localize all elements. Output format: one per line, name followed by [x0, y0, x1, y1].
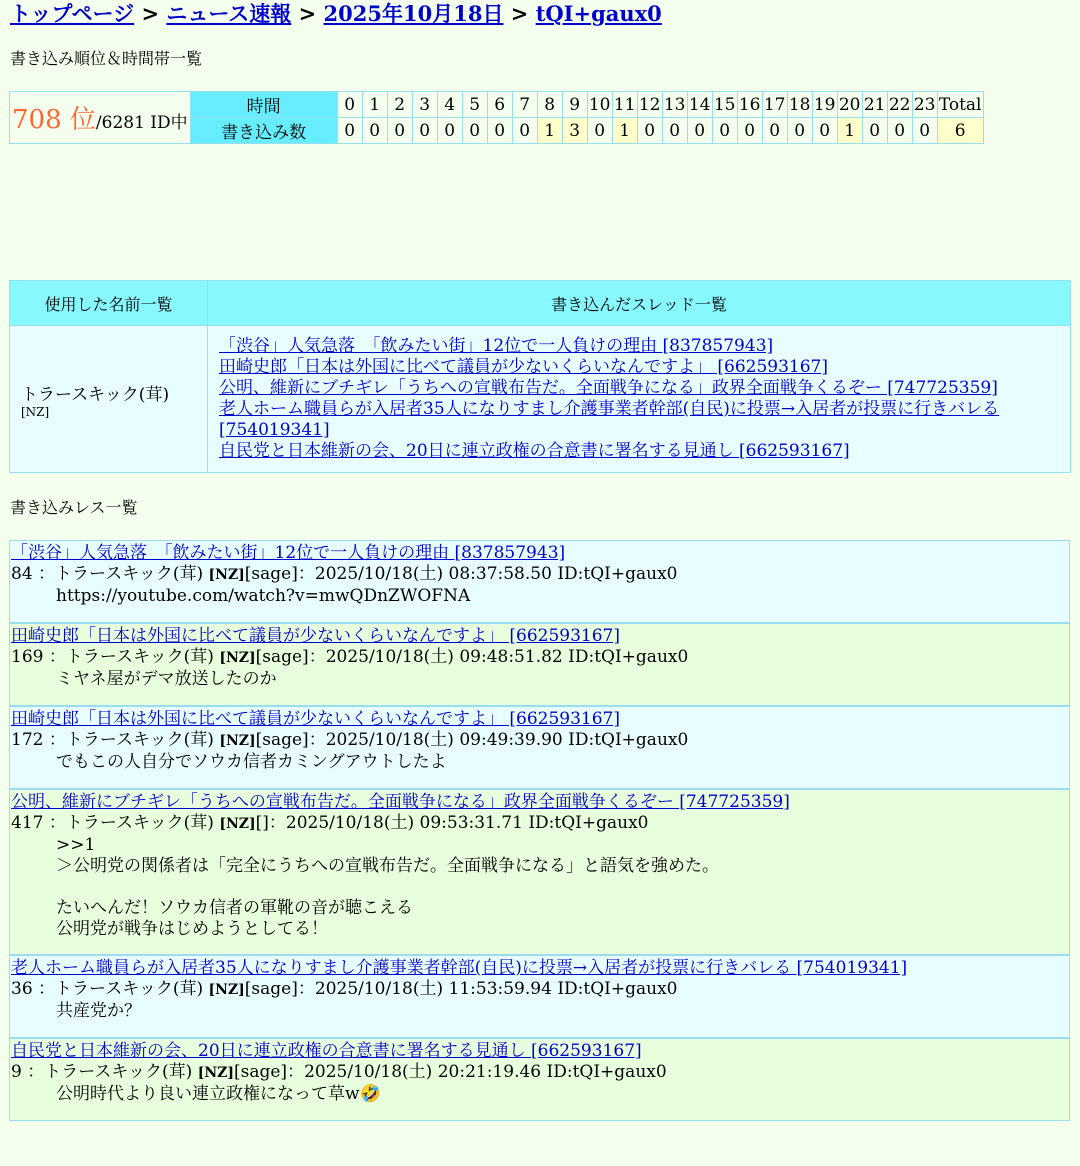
- thread-link[interactable]: 自民党と日本維新の会、20日に連立政権の合意書に署名する見通し [662593167]: [219, 441, 850, 461]
- post-number: 172: [11, 730, 44, 750]
- post-thread-link[interactable]: 「渋谷」人気急落 「飲みたい街」12位で一人負けの理由 [837857943]: [11, 543, 566, 563]
- post-author-tag: [NZ]: [219, 733, 256, 749]
- count-cell: 0: [687, 118, 712, 144]
- breadcrumb-separator: >: [298, 1, 317, 26]
- post-header: 169 ：トラースキック(茸) [NZ][sage]：2025/10/18(土) 09:48:51.82 ID:tQI+gaux0: [11, 647, 689, 667]
- hour-cell: 17: [762, 92, 787, 118]
- thread-list: [208, 326, 1071, 473]
- posts-section-title: 書き込みレス一覧: [10, 498, 138, 517]
- post-header: 36 ：トラースキック(茸) [NZ][sage]：2025/10/18(土) 11:53:59.94 ID:tQI+gaux0: [11, 979, 678, 999]
- thread-link[interactable]: 老人ホーム職員らが入居者35人になりすまし介護事業者幹部(自民)に投票→入居者が投票に行きバレる [754019341]: [219, 399, 1000, 440]
- rank-table: [9, 91, 984, 144]
- post-number: 36: [11, 979, 33, 999]
- breadcrumb-top-link[interactable]: トップページ: [10, 1, 135, 26]
- post-number: 169: [11, 647, 44, 667]
- post-author: トラースキック(茸): [65, 730, 214, 750]
- breadcrumb-separator: >: [141, 1, 160, 26]
- time-label: 時間: [190, 92, 337, 118]
- hour-cell: 9: [562, 92, 587, 118]
- post-body: ミヤネ屋がデマ放送したのか: [56, 669, 277, 689]
- count-cell: 0: [787, 118, 812, 144]
- post-author: トラースキック(茸): [65, 813, 214, 833]
- hour-cell: 22: [887, 92, 912, 118]
- post-item: [9, 706, 1070, 789]
- post-mail: [sage]: [233, 1062, 288, 1082]
- post-body: 共産党か？: [56, 1001, 141, 1021]
- post-item: [9, 540, 1070, 623]
- post-author-tag: [NZ]: [208, 982, 245, 998]
- total-count: 6: [937, 118, 983, 144]
- post-item: [9, 955, 1070, 1038]
- name-cell: [10, 326, 208, 473]
- rank-position: 708 位: [12, 105, 96, 135]
- post-thread-link[interactable]: 田崎史郎「日本は外国に比べて議員が少ないくらいなんですよ」 [662593167]: [11, 709, 621, 729]
- count-cell: 1: [837, 118, 862, 144]
- count-cell: 0: [337, 118, 362, 144]
- breadcrumb-date-link[interactable]: 2025年10月18日: [323, 1, 504, 26]
- count-cell: 0: [712, 118, 737, 144]
- post-thread-link[interactable]: 田崎史郎「日本は外国に比べて議員が少ないくらいなんですよ」 [662593167]: [11, 626, 621, 646]
- post-body: >>1 ＞公明党の関係者は「完全にうちへの宣戦布告だ。全面戦争になる」と語気を強めた。 たいへんだ！ソウカ信者の軍靴の音が聴こえる 公明党が戦争はじめようとしてる！: [56, 835, 719, 939]
- post-mail: [sage]: [244, 564, 298, 584]
- count-cell: 0: [912, 118, 937, 144]
- count-cell: 0: [887, 118, 912, 144]
- post-item: [9, 789, 1070, 955]
- names-threads-table: [9, 280, 1071, 473]
- breadcrumb-board-link[interactable]: ニュース速報: [166, 1, 292, 26]
- rank-section-title: 書き込み順位＆時間帯一覧: [10, 49, 203, 68]
- post-item: [9, 623, 1070, 706]
- breadcrumb-separator: >: [510, 1, 529, 26]
- count-label: 書き込み数: [190, 118, 337, 144]
- post-author: トラースキック(茸): [55, 979, 204, 999]
- hour-cell: 21: [862, 92, 887, 118]
- count-cell: 0: [662, 118, 687, 144]
- hour-cell: 0: [337, 92, 362, 118]
- count-cell: 0: [412, 118, 437, 144]
- count-cell: 0: [862, 118, 887, 144]
- post-body: https://youtube.com/watch?v=mwQDnZWOFNA: [56, 586, 471, 606]
- post-thread-link[interactable]: 公明、維新にブチギレ「うちへの宣戦布告だ。全面戦争になる」政界全面戦争くるぞー [747725359]: [11, 792, 790, 812]
- thread-link[interactable]: 田崎史郎「日本は外国に比べて議員が少ないくらいなんですよ」 [662593167]: [219, 357, 829, 377]
- threads-column-header: 書き込んだスレッド一覧: [208, 281, 1071, 326]
- post-datetime: 2025/10/18(土) 11:53:59.94 ID:tQI+gaux0: [314, 979, 678, 999]
- hour-cell: 23: [912, 92, 937, 118]
- hour-cell: 3: [412, 92, 437, 118]
- post-mail: [sage]: [255, 647, 309, 667]
- post-thread-link[interactable]: 自民党と日本維新の会、20日に連立政権の合意書に署名する見通し [662593167]: [11, 1041, 642, 1061]
- rank-summary: [10, 92, 191, 144]
- count-cell: 0: [387, 118, 412, 144]
- hour-cell: 16: [737, 92, 762, 118]
- count-cell: 0: [462, 118, 487, 144]
- post-author-tag: [NZ]: [208, 567, 245, 583]
- hour-cell: 10: [587, 92, 612, 118]
- hour-cell: 5: [462, 92, 487, 118]
- breadcrumb: [10, 0, 662, 28]
- hour-cell: 18: [787, 92, 812, 118]
- post-header: 417 ：トラースキック(茸) [NZ][]：2025/10/18(土) 09:53:31.71 ID:tQI+gaux0: [11, 813, 649, 833]
- post-header: 9 ：トラースキック(茸) [NZ][sage]：2025/10/18(土) 20:21:19.46 ID:tQI+gaux0: [11, 1062, 667, 1082]
- count-cell: 0: [487, 118, 512, 144]
- count-cell: 0: [362, 118, 387, 144]
- post-mail: [sage]: [244, 979, 298, 999]
- hour-cell: 15: [712, 92, 737, 118]
- post-thread-link[interactable]: 老人ホーム職員らが入居者35人になりすまし介護事業者幹部(自民)に投票→入居者が投票に行きバレる [754019341]: [11, 958, 908, 978]
- post-body: でもこの人自分でソウカ信者カミングアウトしたよ: [56, 752, 447, 772]
- hour-cell: 12: [637, 92, 662, 118]
- post-author-tag: [NZ]: [219, 650, 256, 666]
- count-cell: 0: [437, 118, 462, 144]
- breadcrumb-id-link[interactable]: tQI+gaux0: [535, 1, 662, 26]
- post-mail: []: [255, 813, 269, 833]
- count-cell: 3: [562, 118, 587, 144]
- poster-name: トラースキック(茸): [21, 384, 170, 405]
- post-datetime: 2025/10/18(土) 09:49:39.90 ID:tQI+gaux0: [325, 730, 689, 750]
- thread-link[interactable]: 「渋谷」人気急落 「飲みたい街」12位で一人負けの理由 [837857943]: [219, 336, 774, 356]
- count-cell: 1: [612, 118, 637, 144]
- post-number: 9: [11, 1062, 22, 1082]
- post-author-tag: [NZ]: [197, 1065, 234, 1081]
- count-cell: 0: [812, 118, 837, 144]
- post-item: [9, 1038, 1070, 1121]
- post-number: 84: [11, 564, 33, 584]
- hour-cell: 19: [812, 92, 837, 118]
- count-cell: 0: [587, 118, 612, 144]
- hour-cell: 14: [687, 92, 712, 118]
- hour-cell: 6: [487, 92, 512, 118]
- post-author: トラースキック(茸): [55, 564, 204, 584]
- names-column-header: 使用した名前一覧: [10, 281, 208, 326]
- hour-cell: 7: [512, 92, 537, 118]
- post-datetime: 2025/10/18(土) 09:48:51.82 ID:tQI+gaux0: [325, 647, 689, 667]
- rank-of-total: /6281 ID中: [95, 113, 188, 133]
- post-body: 公明時代より良い連立政権になって草w🤣: [56, 1084, 381, 1104]
- hour-cell: 13: [662, 92, 687, 118]
- count-cell: 0: [637, 118, 662, 144]
- count-cell: 1: [537, 118, 562, 144]
- count-cell: 0: [512, 118, 537, 144]
- hour-cell: 11: [612, 92, 637, 118]
- hour-cell: 1: [362, 92, 387, 118]
- hour-cell: 8: [537, 92, 562, 118]
- post-datetime: 2025/10/18(土) 09:53:31.71 ID:tQI+gaux0: [285, 813, 649, 833]
- count-cell: 0: [737, 118, 762, 144]
- hour-cell: 20: [837, 92, 862, 118]
- post-header: 172 ：トラースキック(茸) [NZ][sage]：2025/10/18(土) 09:49:39.90 ID:tQI+gaux0: [11, 730, 689, 750]
- hour-cell: 4: [437, 92, 462, 118]
- post-author: トラースキック(茸): [65, 647, 214, 667]
- hour-cell: 2: [387, 92, 412, 118]
- post-header: 84 ：トラースキック(茸) [NZ][sage]：2025/10/18(土) 08:37:58.50 ID:tQI+gaux0: [11, 564, 678, 584]
- post-mail: [sage]: [255, 730, 309, 750]
- poster-name-tag: [NZ]: [21, 404, 50, 419]
- thread-link[interactable]: 公明、維新にブチギレ「うちへの宣戦布告だ。全面戦争になる」政界全面戦争くるぞー [747725359]: [219, 378, 998, 398]
- post-author: トラースキック(茸): [44, 1062, 193, 1082]
- post-author-tag: [NZ]: [219, 816, 256, 832]
- post-datetime: 2025/10/18(土) 20:21:19.46 ID:tQI+gaux0: [304, 1062, 667, 1082]
- count-cell: 0: [762, 118, 787, 144]
- post-datetime: 2025/10/18(土) 08:37:58.50 ID:tQI+gaux0: [314, 564, 678, 584]
- total-label: Total: [937, 92, 983, 118]
- post-number: 417: [11, 813, 44, 833]
